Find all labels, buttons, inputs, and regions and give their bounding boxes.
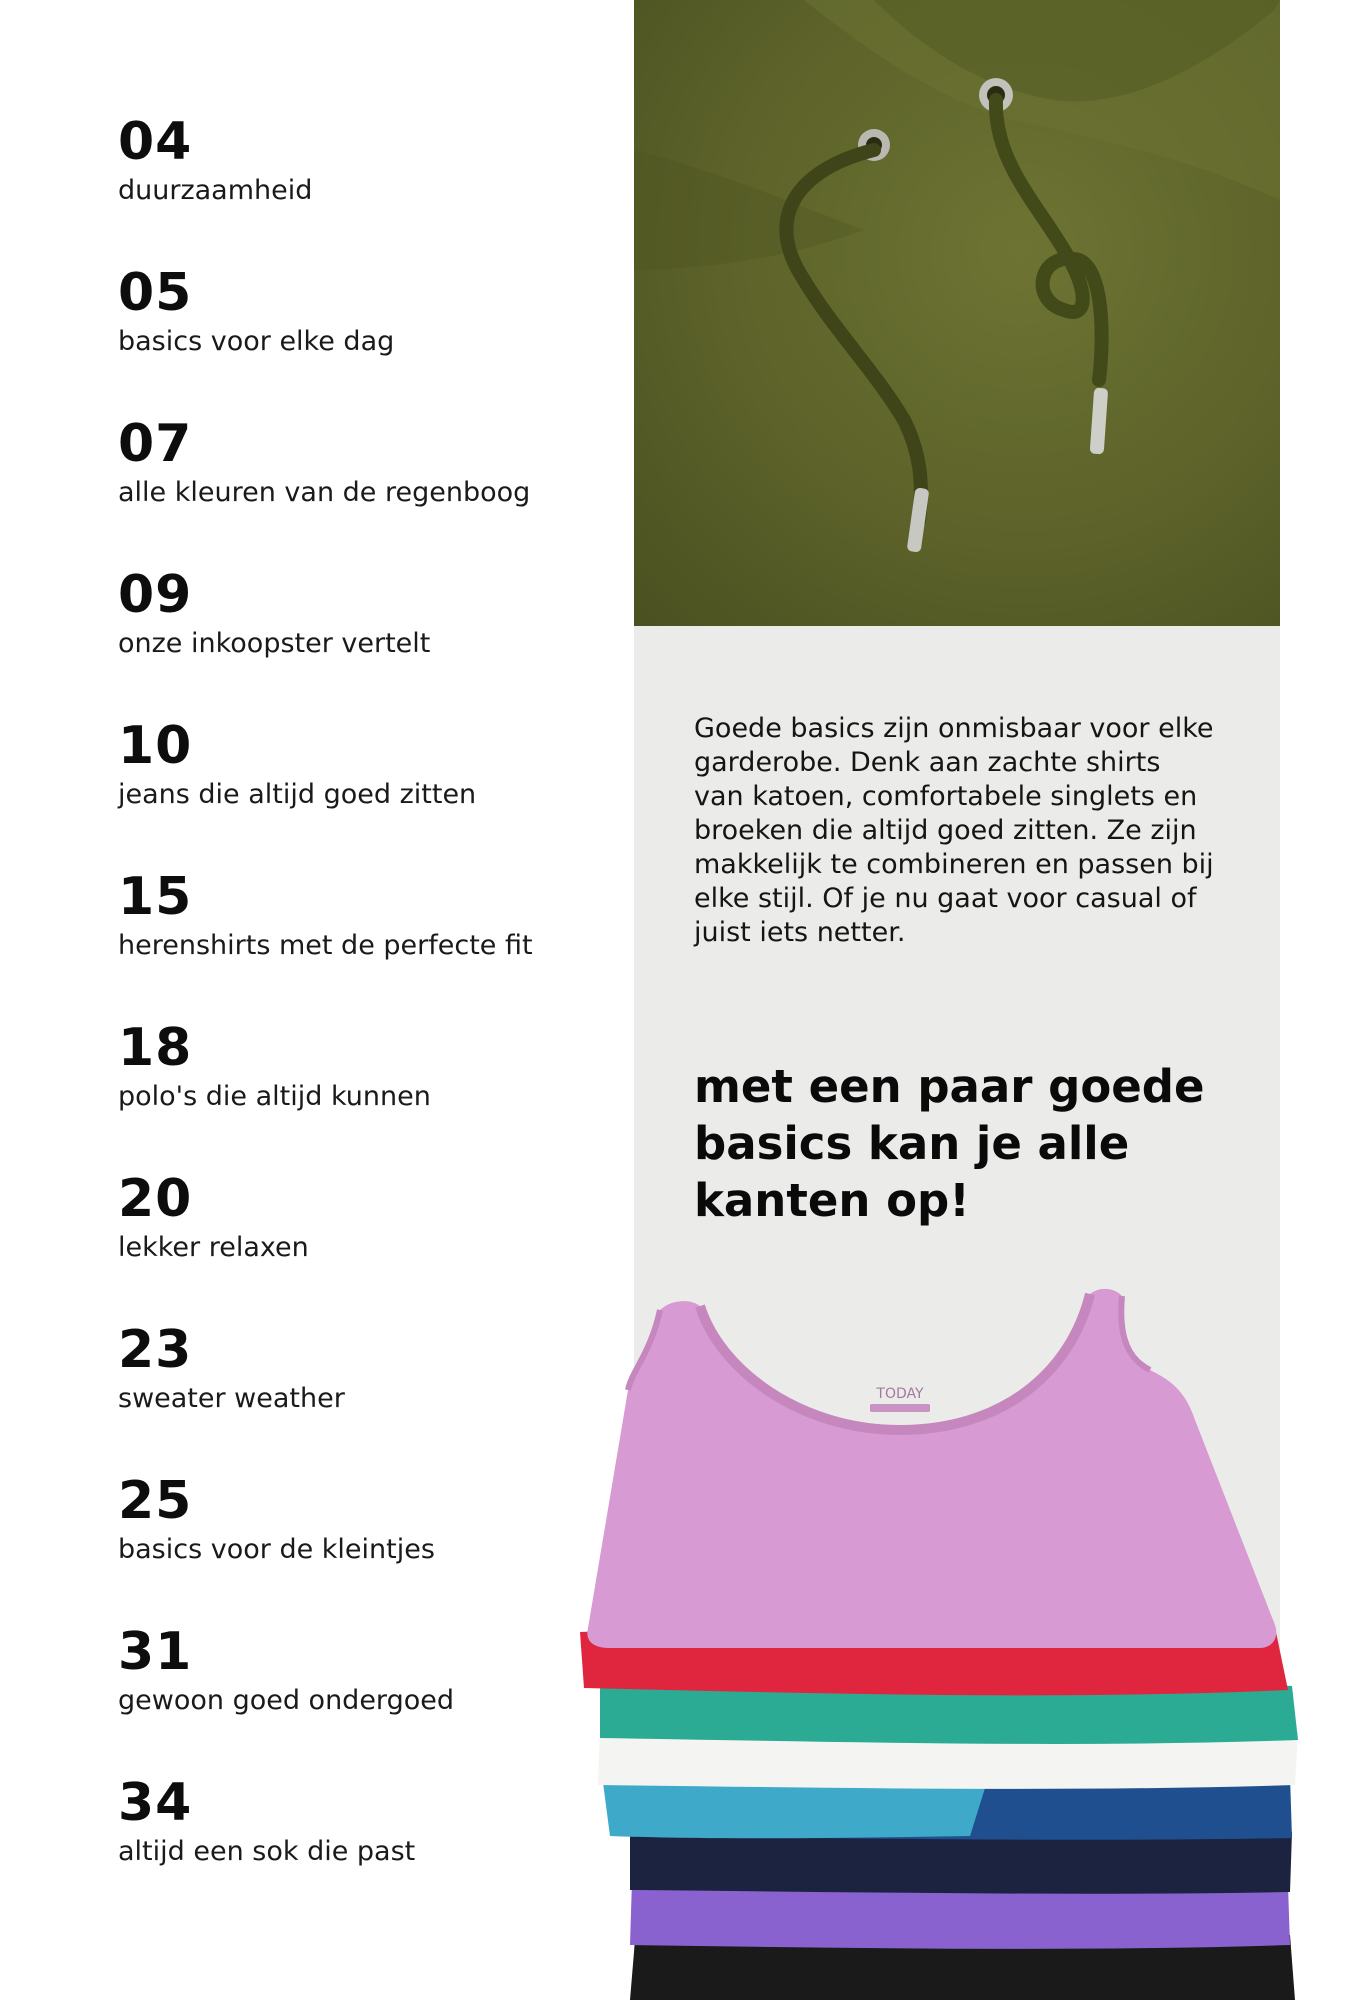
toc-title: basics voor elke dag <box>118 326 395 357</box>
toc-title: onze inkoopster vertelt <box>118 628 431 659</box>
toc-title: basics voor de kleintjes <box>118 1534 435 1565</box>
toc-page-number: 15 <box>118 867 193 927</box>
intro-line: garderobe. Denk aan zachte shirts <box>694 747 1161 778</box>
toc-item[interactable] <box>118 414 598 565</box>
intro-text <box>694 712 1214 950</box>
toc-item[interactable] <box>118 1622 598 1773</box>
toc-page-number: 18 <box>118 1018 193 1078</box>
folded-singlets-stack-photo <box>570 1280 1310 2000</box>
hoodie-drawstring-photo <box>634 0 1280 626</box>
singlet-top-pink <box>587 1289 1276 1648</box>
toc-page-number: 04 <box>118 112 193 172</box>
toc-title: polo's die altijd kunnen <box>118 1081 431 1112</box>
singlet-brand-label: TODAY <box>876 1386 924 1402</box>
toc-item[interactable] <box>118 867 598 1018</box>
intro-line: broeken die altijd goed zitten. Ze zijn <box>694 815 1197 846</box>
toc-page-number: 07 <box>118 414 193 474</box>
slogan-heading <box>694 1058 1214 1229</box>
singlet-stack-illustration <box>570 1280 1310 2000</box>
toc-title: gewoon goed ondergoed <box>118 1685 454 1716</box>
toc-title: lekker relaxen <box>118 1232 309 1263</box>
intro-line: juist iets netter. <box>694 917 906 948</box>
toc-title: alle kleuren van de regenboog <box>118 477 531 508</box>
slogan-line: basics kan je alle <box>694 1117 1130 1170</box>
toc-item[interactable] <box>118 263 598 414</box>
toc-item[interactable] <box>118 1471 598 1622</box>
toc-item[interactable] <box>118 565 598 716</box>
toc-page-number: 05 <box>118 263 193 323</box>
intro-line: makkelijk te combineren en passen bij <box>694 849 1214 880</box>
toc-title: duurzaamheid <box>118 175 313 206</box>
intro-line: van katoen, comfortabele singlets en <box>694 781 1198 812</box>
toc-title: sweater weather <box>118 1383 345 1414</box>
toc-title: herenshirts met de perfecte fit <box>118 930 533 961</box>
toc-page-number: 31 <box>118 1622 193 1682</box>
toc-page-number: 23 <box>118 1320 193 1380</box>
table-of-contents <box>118 112 598 1924</box>
toc-item[interactable] <box>118 716 598 867</box>
toc-page-number: 09 <box>118 565 193 625</box>
toc-page-number: 20 <box>118 1169 193 1229</box>
toc-page-number: 10 <box>118 716 193 776</box>
toc-page-number: 34 <box>118 1773 193 1833</box>
hoodie-illustration <box>634 0 1280 626</box>
toc-item[interactable] <box>118 1320 598 1471</box>
toc-title: altijd een sok die past <box>118 1836 416 1867</box>
intro-line: elke stijl. Of je nu gaat voor casual of <box>694 883 1197 914</box>
toc-title: jeans die altijd goed zitten <box>118 779 477 810</box>
toc-item[interactable] <box>118 1018 598 1169</box>
toc-item[interactable] <box>118 1169 598 1320</box>
toc-item[interactable] <box>118 112 598 263</box>
toc-page-number: 25 <box>118 1471 193 1531</box>
intro-line: Goede basics zijn onmisbaar voor elke <box>694 713 1214 744</box>
slogan-line: met een paar goede <box>694 1060 1205 1113</box>
toc-item[interactable] <box>118 1773 598 1924</box>
slogan-line: kanten op! <box>694 1174 970 1227</box>
